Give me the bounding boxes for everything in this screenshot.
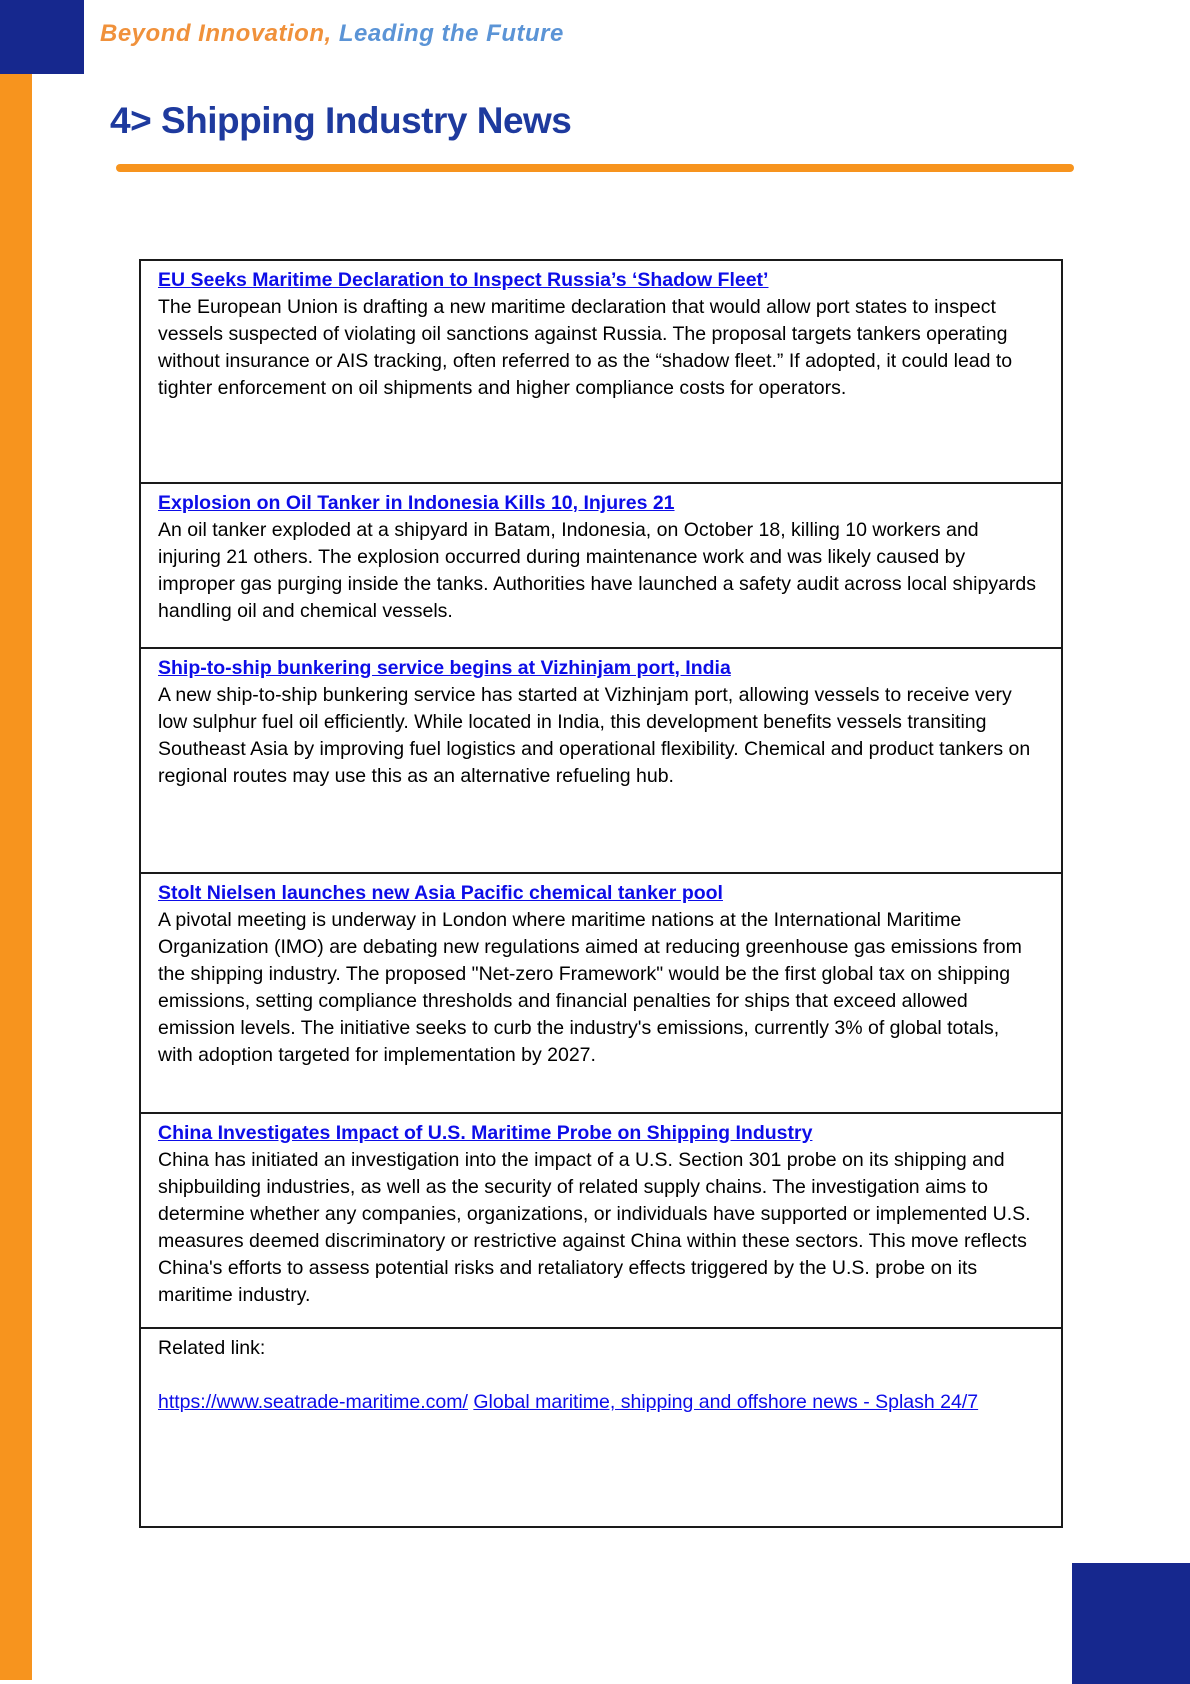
related-links-paragraph (158, 1389, 1039, 1416)
related-links-row (141, 1327, 1061, 1526)
title-underline-rule (116, 164, 1074, 172)
seatrade-maritime-link[interactable]: https://www.seatrade-maritime.com/ (158, 1391, 468, 1413)
news-body-text: A new ship-to-ship bunkering service has started at Vizhinjam port, allowing vessels to receive very low sulphur fuel oil efficiently. While located in India, this development benefits vessels transiting Southeast Asia by improving fuel logistics and operational flexibility. Chemical and product tankers on regional routes may use this as an alternative refueling hub. (158, 684, 1031, 787)
news-title-link[interactable]: China Investigates Impact of U.S. Maritime Probe on Shipping Industry (158, 1122, 813, 1144)
bottom-right-accent-square (1072, 1563, 1190, 1684)
news-title-link[interactable]: EU Seeks Maritime Declaration to Inspect Russia’s ‘Shadow Fleet’ (158, 269, 769, 291)
tagline-orange-part: Beyond Innovation, (100, 20, 332, 47)
news-row-eu-shadow-fleet (141, 261, 1061, 482)
related-link-label: Related link: (158, 1337, 266, 1359)
news-body-text: The European Union is drafting a new maritime declaration that would allow port states to inspect vessels suspected of violating oil sanctions against Russia. The proposal targets tankers operating without insurance or AIS tracking, often referred to as the “shadow fleet.” If adopted, it could lead to tighter enforcement on oil shipments and higher compliance costs for operators. (158, 296, 1013, 399)
news-row-vizhinjam-bunkering (141, 647, 1061, 872)
news-row-indonesia-explosion (141, 482, 1061, 647)
splash-247-link[interactable]: Global maritime, shipping and offshore news - Splash 24/7 (473, 1391, 979, 1413)
news-body-text: A pivotal meeting is underway in London where maritime nations at the International Maritime Organization (IMO) are debating new regulations aimed at reducing greenhouse gas emissions from the shipping industry. The proposed "Net-zero Framework" would be the first global tax on shipping emissions, setting compliance thresholds and financial penalties for ships that exceed allowed emission levels. The initiative seeks to curb the industry's emissions, currently 3% of global totals, with adoption targeted for implementation by 2027. (158, 909, 1022, 1066)
news-row-china-investigation (141, 1112, 1061, 1327)
news-title-link[interactable]: Ship-to-ship bunkering service begins at Vizhinjam port, India (158, 657, 731, 679)
news-title-link[interactable]: Explosion on Oil Tanker in Indonesia Kills 10, Injures 21 (158, 492, 675, 514)
news-body-text: An oil tanker exploded at a shipyard in Batam, Indonesia, on October 18, killing 10 workers and injuring 21 others. The explosion occurred during maintenance work and was likely caused by improper gas purging inside the tanks. Authorities have launched a safety audit across local shipyards handling oil and chemical vessels. (158, 519, 1037, 622)
top-left-accent-square (0, 0, 84, 74)
page-title: 4> Shipping Industry News (110, 100, 572, 141)
left-accent-bar (0, 74, 32, 1680)
news-body-text: China has initiated an investigation into the impact of a U.S. Section 301 probe on its shipping and shipbuilding industries, as well as the security of related supply chains. The investigation aims to determine whether any companies, organizations, or individuals have supported or implemented U.S. measures deemed discriminatory or restrictive against China within these sectors. This move reflects China's efforts to assess potential risks and retaliatory effects triggered by the U.S. probe on its maritime industry. (158, 1149, 1031, 1306)
news-row-stolt-nielsen-pool (141, 872, 1061, 1112)
news-table (139, 259, 1063, 1528)
brand-tagline (100, 20, 564, 48)
tagline-blue-part: Leading the Future (338, 20, 564, 47)
news-title-link[interactable]: Stolt Nielsen launches new Asia Pacific chemical tanker pool (158, 882, 723, 904)
